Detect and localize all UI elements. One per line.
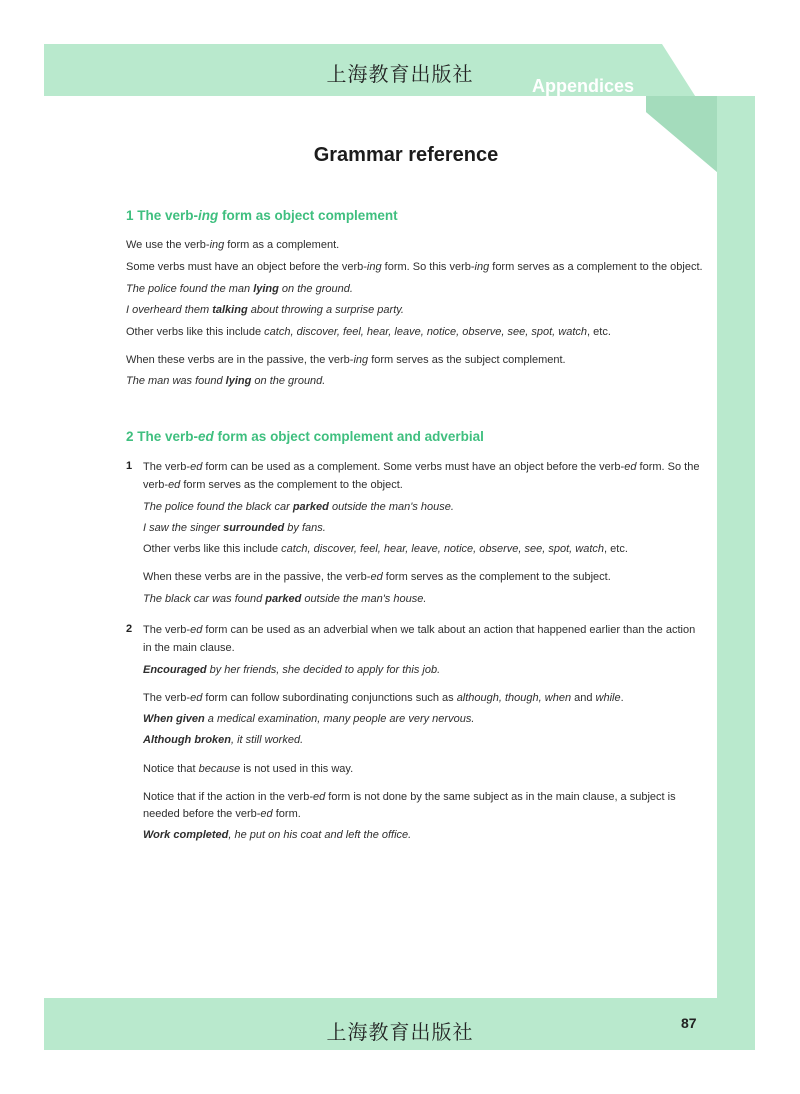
s2-example: Encouraged by her friends, she decided to apply for this job. [143,664,441,676]
s1-text-line: Other verbs like this include catch, discover, feel, hear, leave, notice, observe, see, spot, watch, etc. [126,326,611,338]
s1-text-line: We use the verb-ing form as a complement. [126,239,340,251]
s2-example: Although broken, it still worked. [143,734,304,746]
s2-text-line: The verb-ed form can be used as an adverbial when we talk about an action that happened earlier than the action [143,624,696,636]
s2-example: I saw the singer surrounded by fans. [143,522,326,534]
s2-example: The black car was found parked outside the man's house. [143,593,427,605]
s2-text-line: needed before the verb-ed form. [143,808,301,820]
s2-example: Work completed, he put on his coat and left the office. [143,829,412,841]
footer-watermark: 上海教育出版社 [326,1020,474,1044]
right-band [717,96,755,1050]
s2-text-line: in the main clause. [143,642,235,654]
point-number: 1 [126,460,133,472]
s2-text-line: Other verbs like this include catch, discover, feel, hear, leave, notice, observe, see, spot, watch, etc. [143,543,628,555]
point-number: 2 [126,623,133,635]
header-watermark: 上海教育出版社 [326,62,474,86]
s1-text-line: Some verbs must have an object before the verb-ing form. So this verb-ing form serves as a complement to the object. [126,261,703,273]
section-label: Appendices [532,76,635,96]
s2-text-line: When these verbs are in the passive, the verb-ed form serves as the complement to the subject. [143,571,611,583]
s1-text-line: When these verbs are in the passive, the verb-ing form serves as the subject complement. [126,354,566,366]
page-number: 87 [681,1015,697,1031]
s2-example: When given a medical examination, many people are very nervous. [143,713,475,725]
section-1-heading: 1 The verb-ing form as object complement [126,208,398,223]
s1-example: The police found the man lying on the ground. [126,283,353,295]
section-2-heading: 2 The verb-ed form as object complement and adverbial [126,429,484,444]
s2-text-line: The verb-ed form can be used as a complement. Some verbs must have an object before the verb-ed form. So the [143,461,700,473]
s2-text-line: Notice that if the action in the verb-ed form is not done by the same subject as in the main clause, a subject is [143,791,676,803]
page-title: Grammar reference [313,144,499,166]
s1-example: I overheard them talking about throwing a surprise party. [126,304,404,316]
s2-text-line: verb-ed form serves as the complement to the object. [143,479,403,491]
s2-example: The police found the black car parked outside the man's house. [143,501,454,513]
s2-text-line: The verb-ed form can follow subordinating conjunctions such as although, though, when and while. [143,692,624,704]
s1-example: The man was found lying on the ground. [126,375,326,387]
s2-text-line: Notice that because is not used in this way. [143,763,354,775]
